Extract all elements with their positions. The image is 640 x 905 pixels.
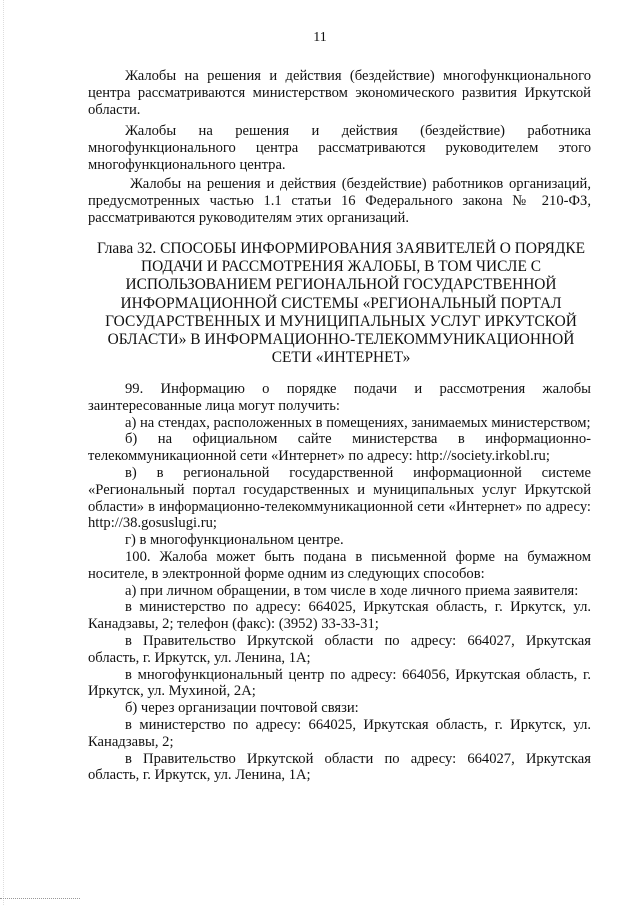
paragraph-complaints-organizations: Жалобы на решения и действия (бездействие) работников организаций, предусмотренных частью 1.1 статьи 16 Федерального закона № 210-ФЗ, рассматриваются руководителям этих организаций. — [88, 176, 591, 226]
complaints-organizations-paragraph-block — [88, 176, 591, 226]
address-ministry-in-person: в министерство по адресу: 664025, Иркутская область, г. Иркутск, ул. Канадзавы, 2; телефон (факс): (3952) 33-33-31; — [88, 599, 591, 633]
item-a-stands: а) на стендах, расположенных в помещениях, занимаемых министерством; — [125, 414, 591, 431]
scan-bottom-line — [0, 898, 80, 899]
scan-edge-line — [3, 0, 4, 905]
chapter-heading-block — [92, 240, 590, 367]
item-v-regional-portal: в) в региональной государственной информационной системе «Региональный портал государственных и муниципальных услуг Иркутской области» в информационно-телекоммуникационной сети «Интернет» по адресу: http://38.gosuslugi.ru; — [88, 464, 591, 532]
address-ministry-postal: в министерство по адресу: 664025, Иркутская область, г. Иркутск, ул. Канадзавы, 2; — [88, 716, 591, 750]
complaints-mfc-paragraph-block — [88, 68, 591, 118]
address-mfc-in-person: в многофункциональный центр по адресу: 664056, Иркутская область, г. Иркутск, ул. Мухиной, 2А; — [88, 666, 591, 700]
item-b-postal: б) через организации почтовой связи: — [125, 700, 359, 717]
address-government-postal: в Правительство Иркутской области по адресу: 664027, Иркутская область, г. Иркутск, ул. Ленина, 1А; — [88, 750, 591, 784]
item-g-mfc: г) в многофункциональном центре. — [125, 532, 344, 549]
address-government-in-person: в Правительство Иркутской области по адресу: 664027, Иркутская область, г. Иркутск, ул. Ленина, 1А; — [88, 632, 591, 666]
body-paragraphs — [88, 381, 591, 784]
page-number: 11 — [313, 30, 327, 45]
item-b-website: б) на официальном сайте министерства в информационно-телекоммуникационной сети «Интернет» по адресу: http://society.irkobl.ru; — [88, 431, 591, 465]
paragraph-99: 99. Информацию о порядке подачи и рассмотрения жалобы заинтересованные лица могут получить: — [88, 381, 591, 414]
item-a-in-person: а) при личном обращении, в том числе в ходе личного приема заявителя: — [125, 582, 579, 599]
chapter-title: Глава 32. СПОСОБЫ ИНФОРМИРОВАНИЯ ЗАЯВИТЕЛЕЙ О ПОРЯДКЕ ПОДАЧИ И РАССМОТРЕНИЯ ЖАЛОБЫ, В ТОМ ЧИСЛЕ С ИСПОЛЬЗОВАНИЕМ РЕГИОНАЛЬНОЙ ГОСУДАРСТВЕННОЙ ИНФОРМАЦИОННОЙ СИСТЕМЫ «РЕГИОНАЛЬНЫЙ ПОРТАЛ ГОСУДАРСТВЕННЫХ И МУНИЦИПАЛЬНЫХ УСЛУГ ИРКУТСКОЙ ОБЛАСТИ» В ИНФОРМАЦИОННО-ТЕЛЕКОММУНИКАЦИОННОЙ СЕТИ «ИНТЕРНЕТ» — [97, 240, 585, 367]
paragraph-complaints-mfc: Жалобы на решения и действия (бездействие) многофункционального центра рассматриваются министерством экономического развития Иркутской области. — [88, 68, 591, 118]
paragraph-100: 100. Жалоба может быть подана в письменной форме на бумажном носителе, в электронной форме одним из следующих способов: — [88, 548, 591, 582]
complaints-mfc-worker-paragraph-block — [88, 123, 591, 173]
paragraph-complaints-mfc-worker: Жалобы на решения и действия (бездействие) работника многофункционального центра рассматриваются руководителем этого многофункционального центра. — [88, 123, 591, 173]
